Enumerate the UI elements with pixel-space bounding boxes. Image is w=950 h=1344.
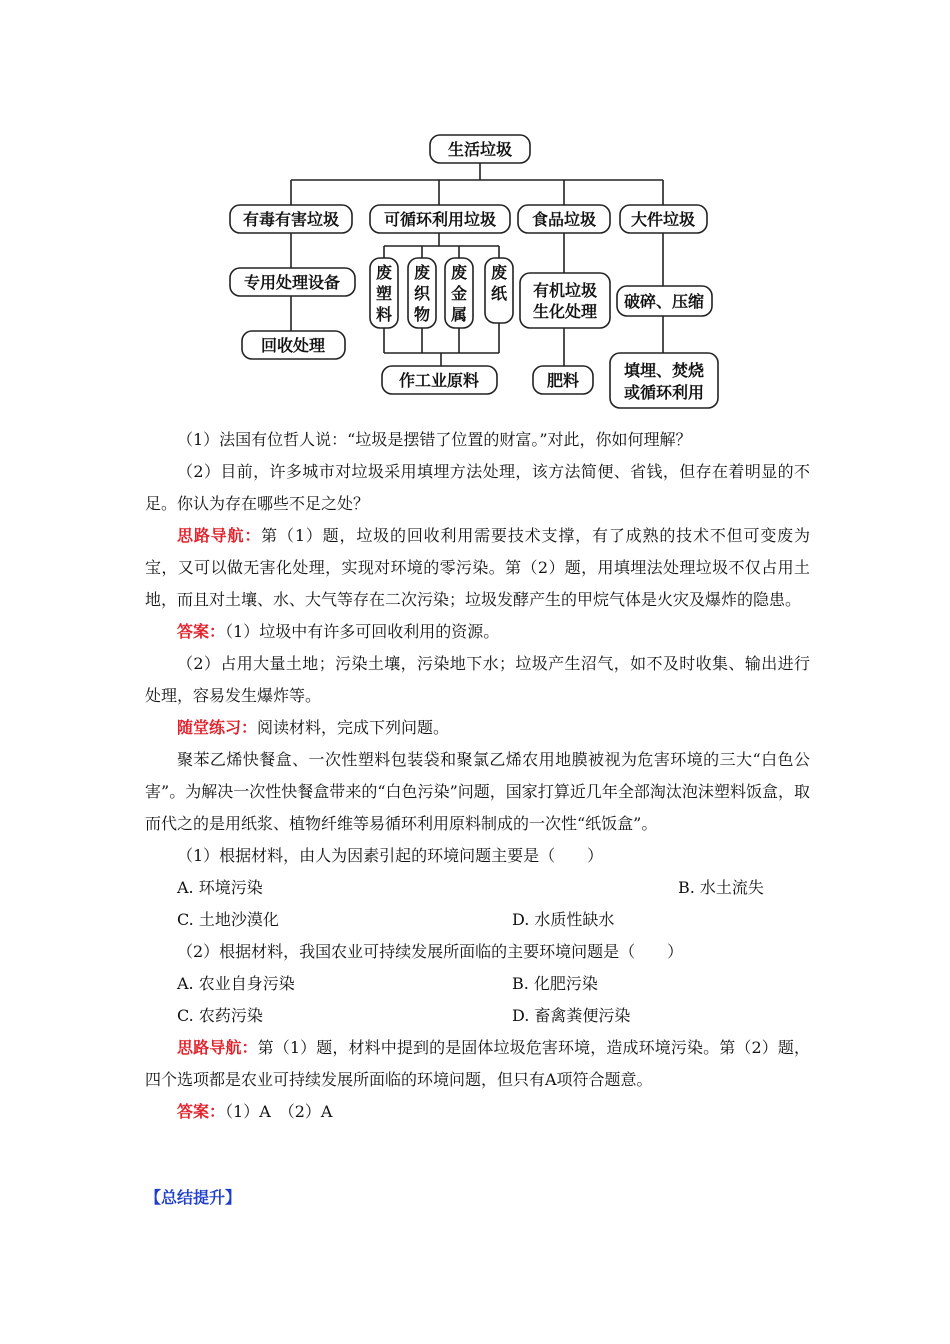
landfill-burn-label: 填埋、焚烧或循环利用 bbox=[623, 361, 705, 402]
option-b: B. 水土流失 bbox=[678, 878, 764, 897]
answer-paragraph-2 bbox=[145, 1096, 810, 1128]
guide-paragraph-1 bbox=[145, 520, 810, 616]
waste-metal-label: 废金属 bbox=[450, 263, 468, 324]
options-row-1 bbox=[145, 872, 810, 904]
guide-text-2: 第（1）题，材料中提到的是固体垃圾危害环境，造成环境污染。第（2）题，四个选项都是农业可持续发展所面临的环境问题，但只有A项符合题意。 bbox=[145, 1038, 810, 1089]
garbage-classification-diagram bbox=[215, 128, 735, 413]
options-row-4 bbox=[145, 1000, 810, 1032]
option-c: C. 土地沙漠化 bbox=[177, 910, 279, 929]
industrial-material-label: 作工业原料 bbox=[398, 371, 480, 390]
option-a: A. 环境污染 bbox=[177, 878, 263, 897]
practice-label: 随堂练习： bbox=[177, 718, 258, 737]
option-a: A. 农业自身污染 bbox=[177, 974, 295, 993]
crush-compress-label: 破碎、压缩 bbox=[623, 292, 705, 311]
food-label: 食品垃圾 bbox=[531, 210, 597, 229]
guide-label: 思路导航： bbox=[177, 526, 262, 545]
question-1: （1）法国有位哲人说：“垃圾是摆错了位置的财富。”对此，你如何理解？ bbox=[177, 430, 692, 449]
practice-question-2: （2）根据材料，我国农业可持续发展所面临的主要环境问题是（ ） bbox=[177, 942, 684, 961]
guide-text-1: 第（1）题，垃圾的回收利用需要技术支撑，有了成熟的技术不但可变废为宝，又可以做无害化处理，实现对环境的零污染。第（2）题，用填埋法处理垃圾不仅占用土地，而且对土壤、水、大气等存在二次污染；垃圾发酵产生的甲烷气体是火灾及爆炸的隐患。 bbox=[145, 526, 810, 609]
answer-paragraph-1 bbox=[145, 616, 810, 648]
recycle-process-label: 回收处理 bbox=[260, 336, 326, 355]
options-row-2 bbox=[145, 904, 810, 936]
question-content bbox=[145, 424, 810, 1128]
fertilizer-label: 肥料 bbox=[546, 371, 580, 390]
option-c: C. 农药污染 bbox=[177, 1006, 263, 1025]
answer-label: 答案： bbox=[177, 1102, 226, 1121]
practice-question-1: （1）根据材料，由人为因素引起的环境问题主要是（ ） bbox=[177, 846, 604, 865]
organic-biochem-label: 有机垃圾生化处理 bbox=[532, 281, 598, 321]
waste-plastic-label: 废塑料 bbox=[375, 263, 393, 324]
options-row-3 bbox=[145, 968, 810, 1000]
root-label: 生活垃圾 bbox=[447, 140, 513, 159]
practice-intro: 阅读材料，完成下列问题。 bbox=[257, 718, 450, 737]
guide-label: 思路导航： bbox=[177, 1038, 258, 1057]
guide-paragraph-2 bbox=[145, 1032, 810, 1096]
answer-paragraph-1b: （2）占用大量土地；污染土壤，污染地下水；垃圾产生沼气，如不及时收集、输出进行处理，容易发生爆炸等。 bbox=[145, 654, 810, 705]
waste-textile-label: 废织物 bbox=[413, 263, 431, 324]
answer-text-1a: （1）垃圾中有许多可回收利用的资源。 bbox=[225, 622, 500, 641]
practice-paragraph bbox=[145, 712, 810, 744]
answer-label: 答案： bbox=[177, 622, 226, 641]
option-d: D. 畜禽粪便污染 bbox=[512, 1006, 631, 1025]
special-equipment-label: 专用处理设备 bbox=[243, 273, 341, 292]
summary-heading: 【总结提升】 bbox=[145, 1188, 242, 1207]
option-d: D. 水质性缺水 bbox=[512, 910, 615, 929]
bulky-label: 大件垃圾 bbox=[630, 210, 696, 229]
question-2: （2）目前，许多城市对垃圾采用填埋方法处理，该方法简便、省钱，但存在着明显的不足。你认为存在哪些不足之处？ bbox=[145, 462, 810, 513]
recyclable-label: 可循环利用垃圾 bbox=[383, 210, 497, 229]
material-paragraph: 聚苯乙烯快餐盒、一次性塑料包装袋和聚氯乙烯农用地膜被视为危害环境的三大“白色公害”。为解决一次性快餐盒带来的“白色污染”问题，国家打算近几年全部淘汰泡沫塑料饭盒，取而代之的是用纸浆、植物纤维等易循环利用原料制成的一次性“纸饭盒”。 bbox=[145, 750, 810, 833]
answer-text-2: （1）A （2）A bbox=[225, 1102, 333, 1121]
option-b: B. 化肥污染 bbox=[512, 974, 598, 993]
waste-paper-label: 废纸 bbox=[490, 263, 508, 303]
toxic-label: 有毒有害垃圾 bbox=[242, 210, 340, 229]
